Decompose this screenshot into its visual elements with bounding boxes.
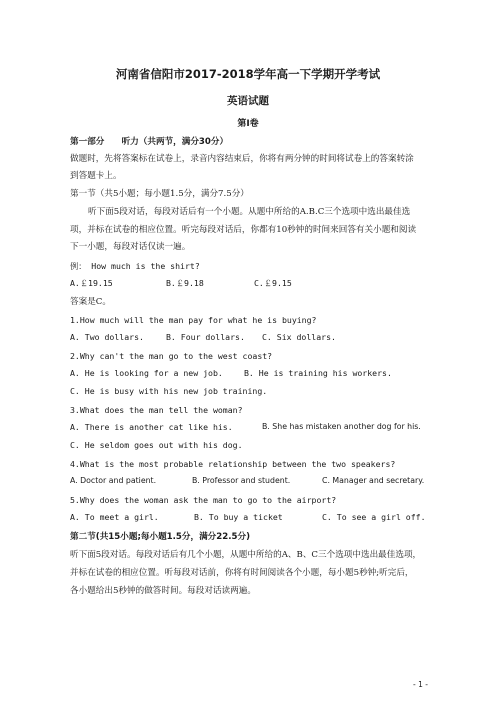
- q4-option-c: C. Manager and secretary.: [322, 476, 425, 485]
- section1-directions-line2: 项，并标在试卷的相应位置。听完每段对话后，你都有10秒钟的时间来回答有关小题和阅读: [70, 225, 417, 235]
- question-5: 5.Why does the woman ask the man to go to the airport?: [70, 495, 337, 505]
- exam-subtitle: 英语试题: [227, 95, 269, 107]
- q5-option-b: B. To buy a ticket: [194, 512, 283, 522]
- example-question: 例： How much is the shirt?: [70, 261, 200, 271]
- q3-option-b: B. She has mistaken another dog for his.: [262, 422, 421, 431]
- section2-directions-line2: 并标在试卷的相应位置。听每段对话前，你将有时间阅读各个小题，每小题5秒钟;听完后，: [70, 568, 414, 578]
- question-3: 3.What does the man tell the woman?: [70, 405, 243, 415]
- page-number: - 1 -: [413, 680, 428, 689]
- q4-option-b: B. Professor and student.: [192, 476, 291, 485]
- section1-directions-line3: 下一小题，每段对话仅读一遍。: [70, 242, 191, 252]
- q2-option-b: B. He is training his workers.: [244, 368, 392, 378]
- q2-option-a: A. He is looking for a new job.: [70, 368, 223, 378]
- section1-heading: 第一节（共5小题；每小题1.5分，满分7.5分）: [70, 189, 249, 199]
- q3-option-a: A. There is another cat like his.: [70, 422, 233, 432]
- q1-option-c: C. Six dollars.: [262, 332, 336, 342]
- section1-directions-line1: 听下面5段对话，每段对话后有一个小题。从题中所给的A.B.C三个选项中选出最佳选: [88, 207, 411, 217]
- q5-option-a: A. To meet a girl.: [70, 512, 159, 522]
- example-option-b: B.￡9.18: [166, 278, 204, 288]
- question-2: 2.Why can't the man go to the west coast?: [70, 351, 273, 361]
- q5-option-c: C. To see a girl off.: [322, 512, 426, 522]
- section2-heading: 第二节(共15小题;每小题1.5分，满分22.5分): [70, 532, 250, 542]
- q1-option-a: A. Two dollars.: [70, 332, 144, 342]
- volume-label: 第Ⅰ卷: [237, 119, 259, 129]
- section2-directions-line3: 各小题给出5秒钟的做答时间。每段对话读两遍。: [70, 586, 256, 596]
- q3-option-c: C. He seldom goes out with his dog.: [70, 440, 243, 450]
- part1-intro-line1: 做题时，先将答案标在试卷上，录音内容结束后，你将有两分钟的时间将试卷上的答案转涂: [70, 154, 414, 164]
- exam-title: 河南省信阳市2017-2018学年高一下学期开学考试: [115, 67, 381, 81]
- example-option-c: C.￡9.15: [254, 278, 292, 288]
- section2-directions-line1: 听下面5段对话。每段对话后有几个小题，从题中所给的A、B、C三个选项中选出最佳选项，: [70, 550, 422, 560]
- part1-intro-line2: 到答题卡上。: [70, 171, 122, 181]
- part1-heading: 第一部分 听力（共两节，满分30分）: [70, 137, 229, 147]
- q4-option-a: A. Doctor and patient.: [70, 476, 157, 485]
- example-answer: 答案是C。: [70, 297, 111, 307]
- q2-option-c: C. He is busy with his new job training.: [70, 386, 268, 396]
- q1-option-b: B. Four dollars.: [166, 332, 245, 342]
- question-4: 4.What is the most probable relationship between the two speakers?: [70, 459, 396, 469]
- example-option-a: A.￡19.15: [70, 278, 113, 288]
- question-1: 1.How much will the man pay for what he is buying?: [70, 315, 317, 325]
